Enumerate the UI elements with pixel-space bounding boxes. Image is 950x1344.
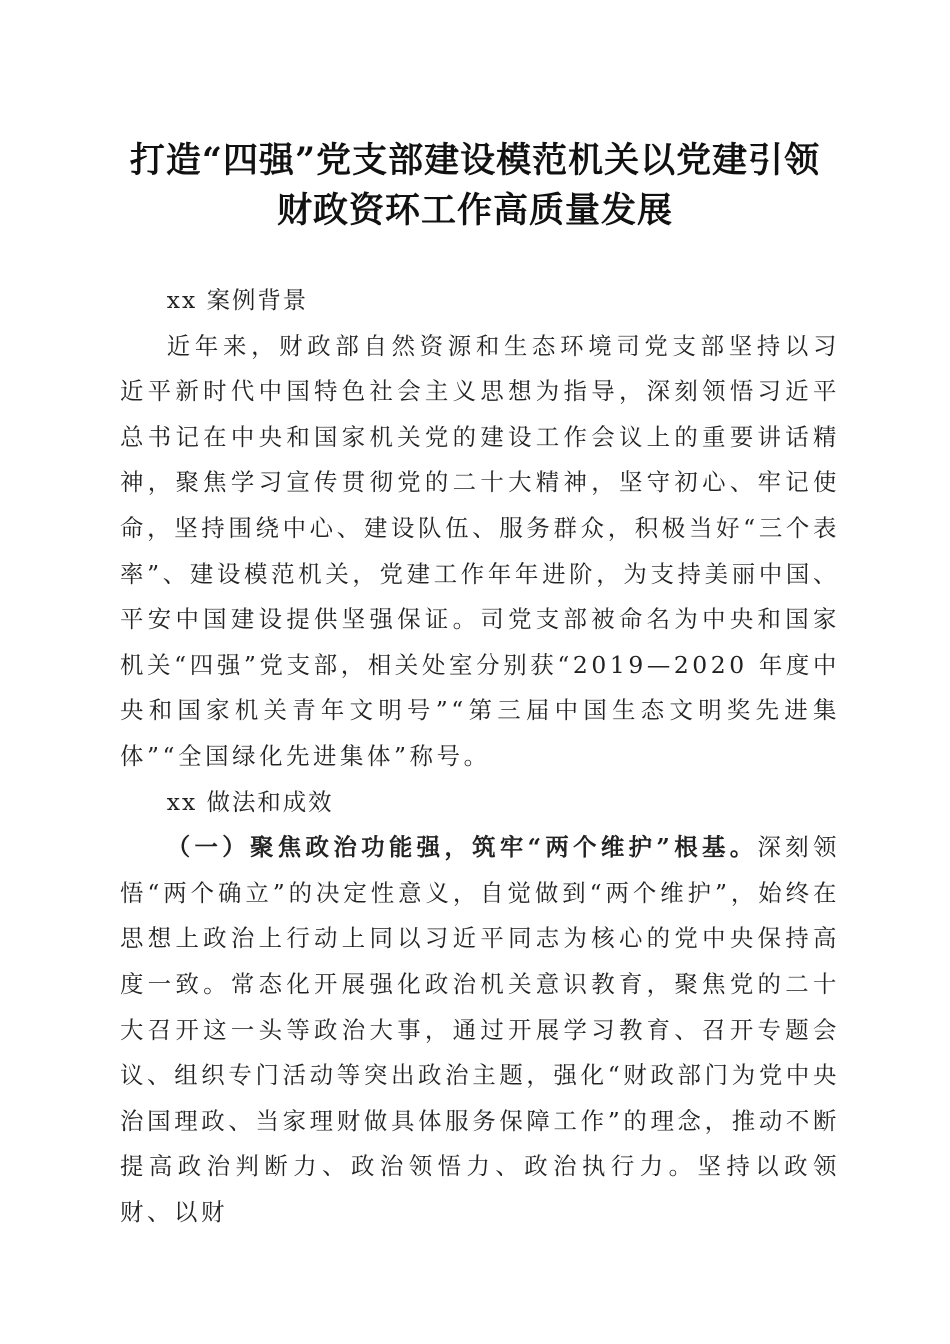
background-paragraph: 近年来，财政部自然资源和生态环境司党支部坚持以习近平新时代中国特色社会主义思想为指导，深刻领悟习近平总书记在中央和国家机关党的建设工作会议上的重要讲话精神，聚焦学习宣传贯彻党的二十大精神，坚守初心、牢记使命，坚持围绕中心、建设队伍、服务群众，积极当好“三个表率”、建设模范机关，党建工作年年进阶，为支持美丽中国、平安中国建设提供坚强保证。司党支部被命名为中央和国家机关“四强”党支部，相关处室分别获“2019—2020 年度中央和国家机关青年文明号”“第三届中国生态文明奖先进集体”“全国绿化先进集体”称号。 — [120, 331, 840, 770]
practices-paragraph — [120, 825, 840, 1235]
title-line-1: 打造“四强”党支部建设模范机关以党建引领 — [129, 140, 821, 181]
subsection-lead: （一）聚焦政治功能强，筑牢“两个维护”根基。 — [166, 833, 758, 862]
document-body — [120, 278, 840, 1235]
section-heading-practices: xx 做法和成效 — [166, 787, 334, 816]
subsection-text: 深刻领悟“两个确立”的决定性意义，自觉做到“两个维护”，始终在思想上政治上行动上同以习近平同志为核心的党中央保持高度一致。常态化开展强化政治机关意识教育，聚焦党的二十大召开这一头等政治大事，通过开展学习教育、召开专题会议、组织专门活动等突出政治主题，强化“财政部门为党中央治国理政、当家理财做具体服务保障工作”的理念，推动不断提高政治判断力、政治领悟力、政治执行力。坚持以政领财、以财 — [120, 833, 840, 1226]
section-heading-background: xx 案例背景 — [166, 286, 309, 314]
document-title — [100, 136, 850, 236]
title-line-2: 财政资环工作高质量发展 — [276, 190, 673, 231]
